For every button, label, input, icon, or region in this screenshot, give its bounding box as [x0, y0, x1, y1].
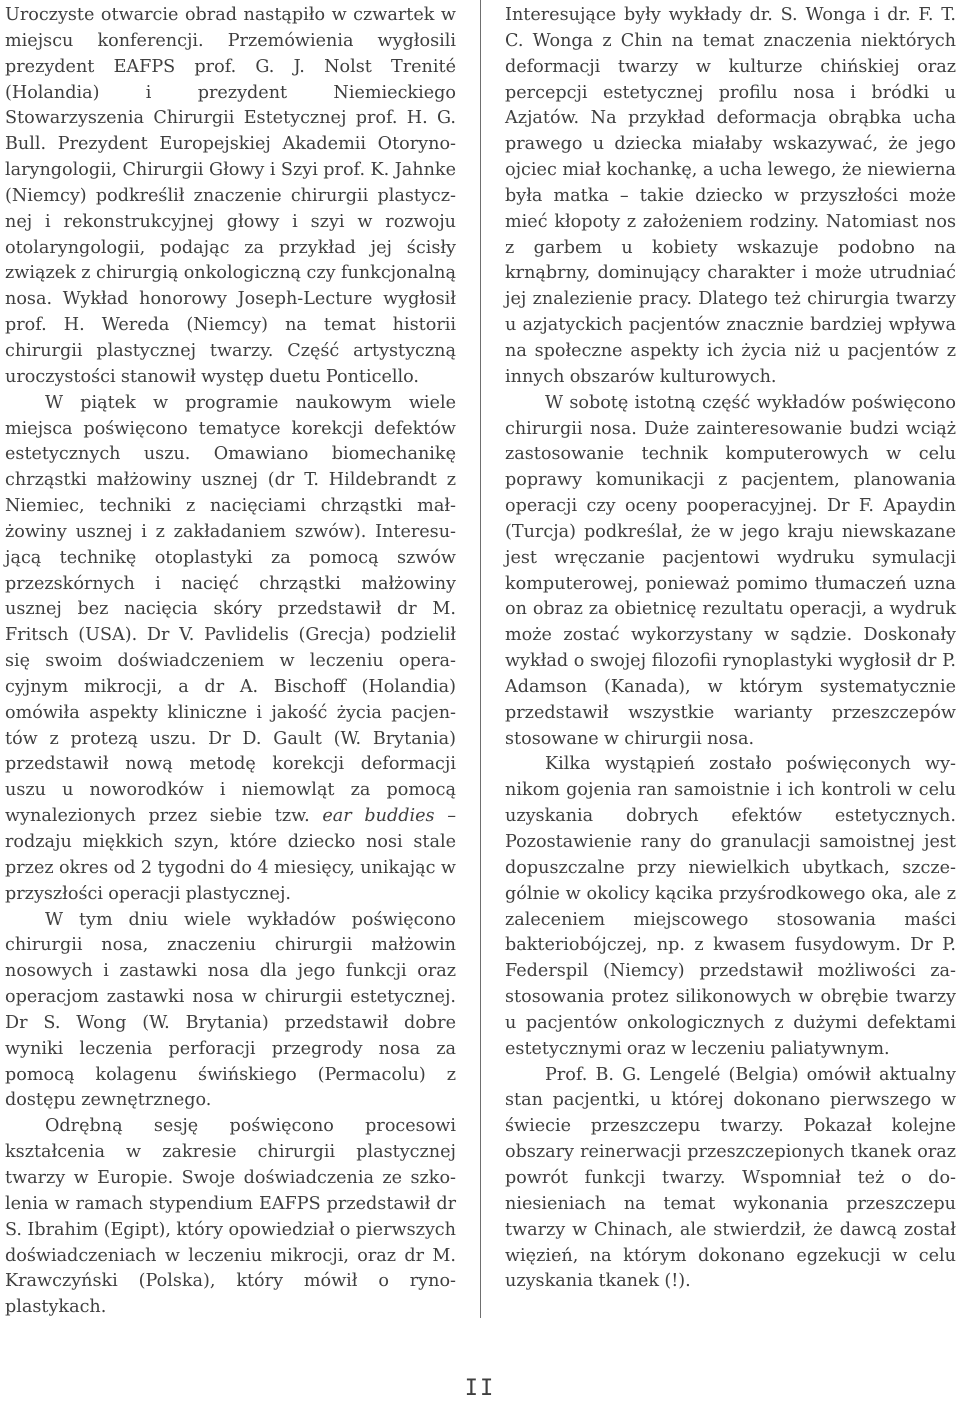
column-divider: [480, 0, 481, 1318]
left-paragraph-2: [5, 391, 456, 908]
left-paragraph-4: Odrębną sesję poświęcono procesowi kształcenia w zakresie chirurgii plastycznej twarzy w Europie. Swoje doświadczenia ze szkolenia w ramach stypendium EAFPS przedstawił dr S. Ibrahim (Egipt), który opowiedział o pierwszych doświadczeniach w leczeniu mikrocji, oraz dr M. Krawczyński (Polska), który mówił o rynoplastykach.: [5, 1116, 456, 1318]
ear-buddies-term: ear buddies: [322, 806, 435, 827]
right-paragraph-4: Prof. B. G. Lengelé (Belgia) omówił aktualny stan pacjentki, u której dokonano pierwszego w świecie przeszczepu twarzy. Pokazał kolejne obszary reinerwacji przeszczepionych tkanek oraz powrót funkcji twarzy. Wspomniał też o doniesieniach na temat wykonania przeszczepu twarzy w Chinach, ale stwierdził, że dawcą został więzień, na którym dokonano egzekucji w celu uzyskania tkanek (!).: [505, 1064, 956, 1292]
right-paragraph-1: Interesujące były wykłady dr. S. Wonga i dr. F. T. C. Wonga z Chin na temat znaczenia niektórych deformacji twarzy w kulturze chińskiej oraz percepcji estetycznej profilu nosa i bródki u Azjatów. Na przykład deformacja obrąbka ucha prawego u dziecka miałaby wskazywać, że jego ojciec miał kochankę, a ucha lewego, że niewierna była matka – takie dziecko w przyszłości może mieć kłopoty z założeniem rodziny. Natomiast nos z garbem u kobiety wskazuje podobno na krnąbrny, dominujący charakter i może utrudniać jej znalezienie pracy. Dlatego też chirurgia twarzy u azjatyckich pacjentów znacznie bardziej wpływa na społeczne aspekty ich życia niż u pacjentów z innych obszarów kulturowych.: [505, 5, 956, 387]
right-column: [505, 3, 956, 1295]
left-column: [5, 3, 456, 1321]
left-paragraph-3: W tym dniu wiele wykładów poświęcono chirurgii nosa, znaczeniu chirurgii małżowin nosowych i zastawki nosa dla jego funkcji oraz operacjom zastawki nosa w chirurgii estetycznej. Dr S. Wong (W. Brytania) przedstawił dobre wyniki leczenia perforacji przegrody nosa za pomocą kolagenu świńskiego (Permacolu) z dostępu zewnętrznego.: [5, 909, 456, 1111]
right-paragraph-3: Kilka wystąpień zostało poświęconych wynikom gojenia ran samoistnie i ich kontroli w celu uzyskania dobrych efektów estetycznych. Pozostawienie rany do granulacji samoistnej jest dopuszczalne przy niewielkich ubytkach, szczególnie w okolicy kącika przyśrodkowego oka, ale z zaleceniem miejscowego stosowania maści bakteriobójczej, np. z kwasem fusydowym. Dr P. Federspil (Niemcy) przedstawił możliwości zastosowania protez silikonowych w obrębie twarzy u pacjentów onkologicznych z dużymi defektami estetycznymi oraz w leczeniu paliatywnym.: [505, 754, 956, 1059]
left-paragraph-2-text-b: – rodzaju miękkich szyn, które dziecko nosi stale przez okres od 2 tygodni do 4 miesięcy, unikając w przyszłości operacji plastycznej.: [5, 806, 457, 904]
page-number: II: [464, 1376, 496, 1401]
left-paragraph-1: Uroczyste otwarcie obrad nastąpiło w czwartek w miejscu konferencji. Przemówienia wygłosili prezydent EAFPS prof. G. J. Nolst Trenité (Holandia) i prezydent Niemieckiego Stowarzyszenia Chirurgii Estetycznej prof. H. G. Bull. Prezydent Europejskiej Akademii Otorynolaryngologii, Chirurgii Głowy i Szyi prof. K. Jahnke (Niemcy) podkreślił znaczenie chirurgii plastycznej i rekonstrukcyjnej głowy i szyi w rozwoju otolaryngologii, podając za przykład jej ścisły związek z chirurgią onkologiczną czy funkcjonalną nosa. Wykład honorowy Joseph-Lecture wygłosił prof. H. Wereda (Niemcy) na temat historii chirurgii plastycznej twarzy. Część artystyczną uroczystości stanowił występ duetu Ponticello.: [5, 5, 456, 387]
left-paragraph-2-text-a: W piątek w programie naukowym wiele miejsca poświęcono tematyce korekcji defektów estetycznych uszu. Omawiano biomechanikę chrząstki małżowiny usznej (dr T. Hildebrandt z Niemiec, techniki z nacięciami chrząstki małżowiny usznej i z zakładaniem szwów). Interesującą technikę otoplastyki za pomocą szwów przezskórnych i nacięć chrząstki małżowiny usznej bez nacięcia skóry przedstawił dr M. Fritsch (USA). Dr V. Pavlidelis (Grecja) podzielił się swoim doświadczeniem w leczeniu operacyjnym mikrocji, a dr A. Bischoff (Holandia) omówiła aspekty kliniczne i jakość życia pacjentów z protezą uszu. Dr D. Gault (W. Brytania) przedstawił nową metodę korekcji deformacji uszu u noworodków i niemowląt za pomocą wynalezionych przez siebie tzw.: [5, 392, 456, 827]
right-paragraph-2: W sobotę istotną część wykładów poświęcono chirurgii nosa. Duże zainteresowanie budzi wciąż zastosowanie technik komputerowych w celu poprawy komunikacji z pacjentem, planowania operacji czy oceny pooperacyjnej. Dr F. Apaydin (Turcja) podkreślał, że w jego kraju niewskazane jest wręczanie pacjentowi wydruku symulacji komputerowej, ponieważ pomimo tłumaczeń uzna on obraz za obietnicę rezultatu operacji, a wydruk może zostać wykorzystany w sądzie. Doskonały wykład o swojej filozofii rynoplastyki wygłosił dr P. Adamson (Kanada), w którym systematycznie przedstawił wszystkie warianty przeszczepów stosowane w chirurgii nosa.: [505, 392, 956, 749]
